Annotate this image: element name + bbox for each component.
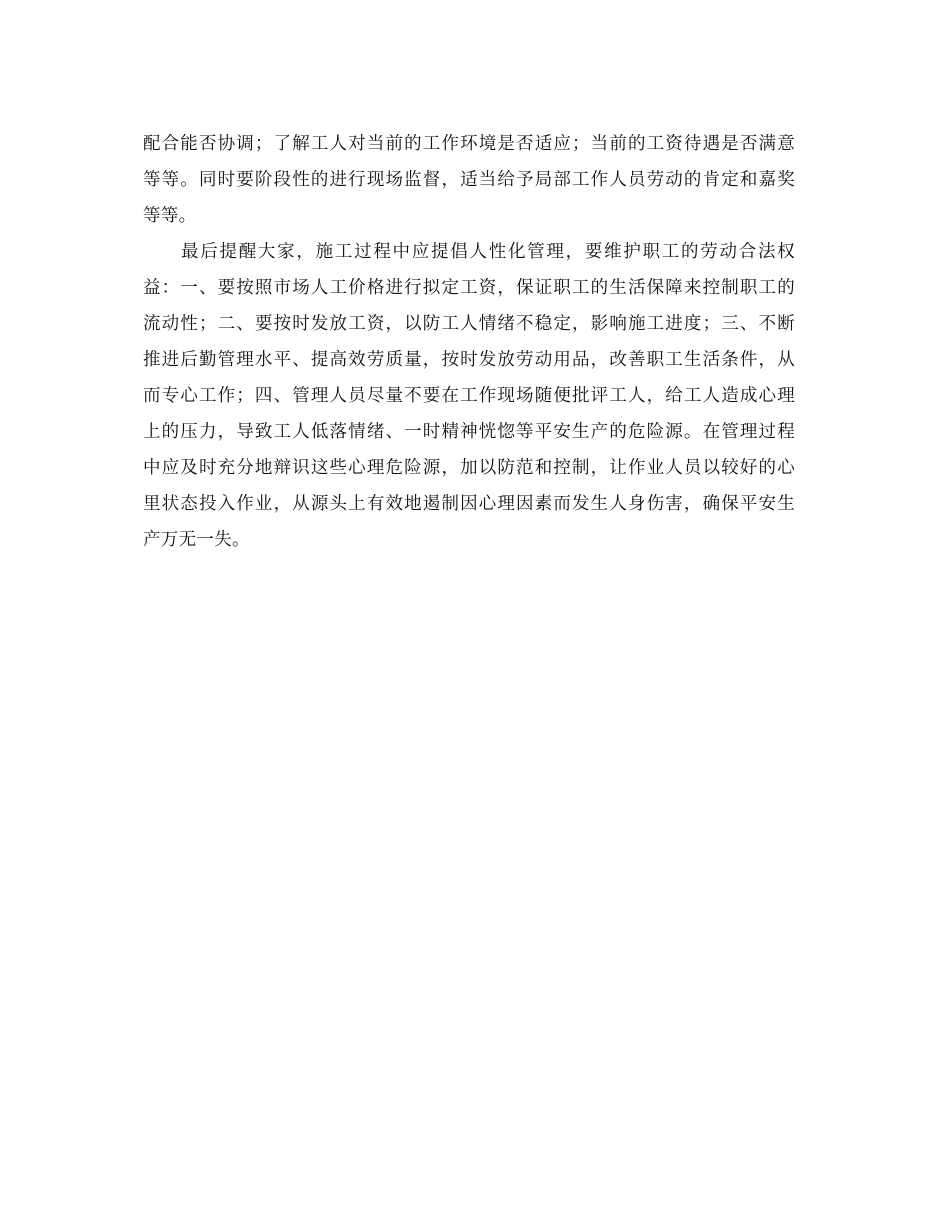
text-line: 而专心工作；四、管理人员尽量不要在工作现场随便批评工人，给工人造成心理 [143, 386, 795, 406]
text-line: 最后提醒大家，施工过程中应提倡人性化管理，要维护职工的劳动合法权 [181, 242, 795, 262]
text-line: 推进后勤管理水平、提高效劳质量，按时发放劳动用品，改善职工生活条件，从 [143, 350, 795, 370]
text-line: 配合能否协调；了解工人对当前的工作环境是否适应；当前的工资待遇是否满意 [143, 134, 795, 154]
text-line: 中应及时充分地辩识这些心理危险源，加以防范和控制，让作业人员以较好的心 [143, 458, 795, 478]
paragraph-2 [143, 234, 795, 558]
document-body [143, 126, 795, 558]
text-line: 等等。同时要阶段性的进行现场监督，适当给予局部工作人员劳动的肯定和嘉奖 [143, 170, 795, 190]
paragraph-1 [143, 126, 795, 234]
text-line: 里状态投入作业，从源头上有效地遏制因心理因素而发生人身伤害，确保平安生 [143, 494, 795, 514]
text-line: 益：一、要按照市场人工价格进行拟定工资，保证职工的生活保障来控制职工的 [143, 278, 795, 298]
text-line: 流动性；二、要按时发放工资，以防工人情绪不稳定，影响施工进度；三、不断 [143, 314, 795, 334]
text-line: 上的压力，导致工人低落情绪、一时精神恍惚等平安生产的危险源。在管理过程 [143, 422, 795, 442]
text-line: 等等。 [143, 206, 197, 226]
text-line: 产万无一失。 [143, 530, 250, 550]
